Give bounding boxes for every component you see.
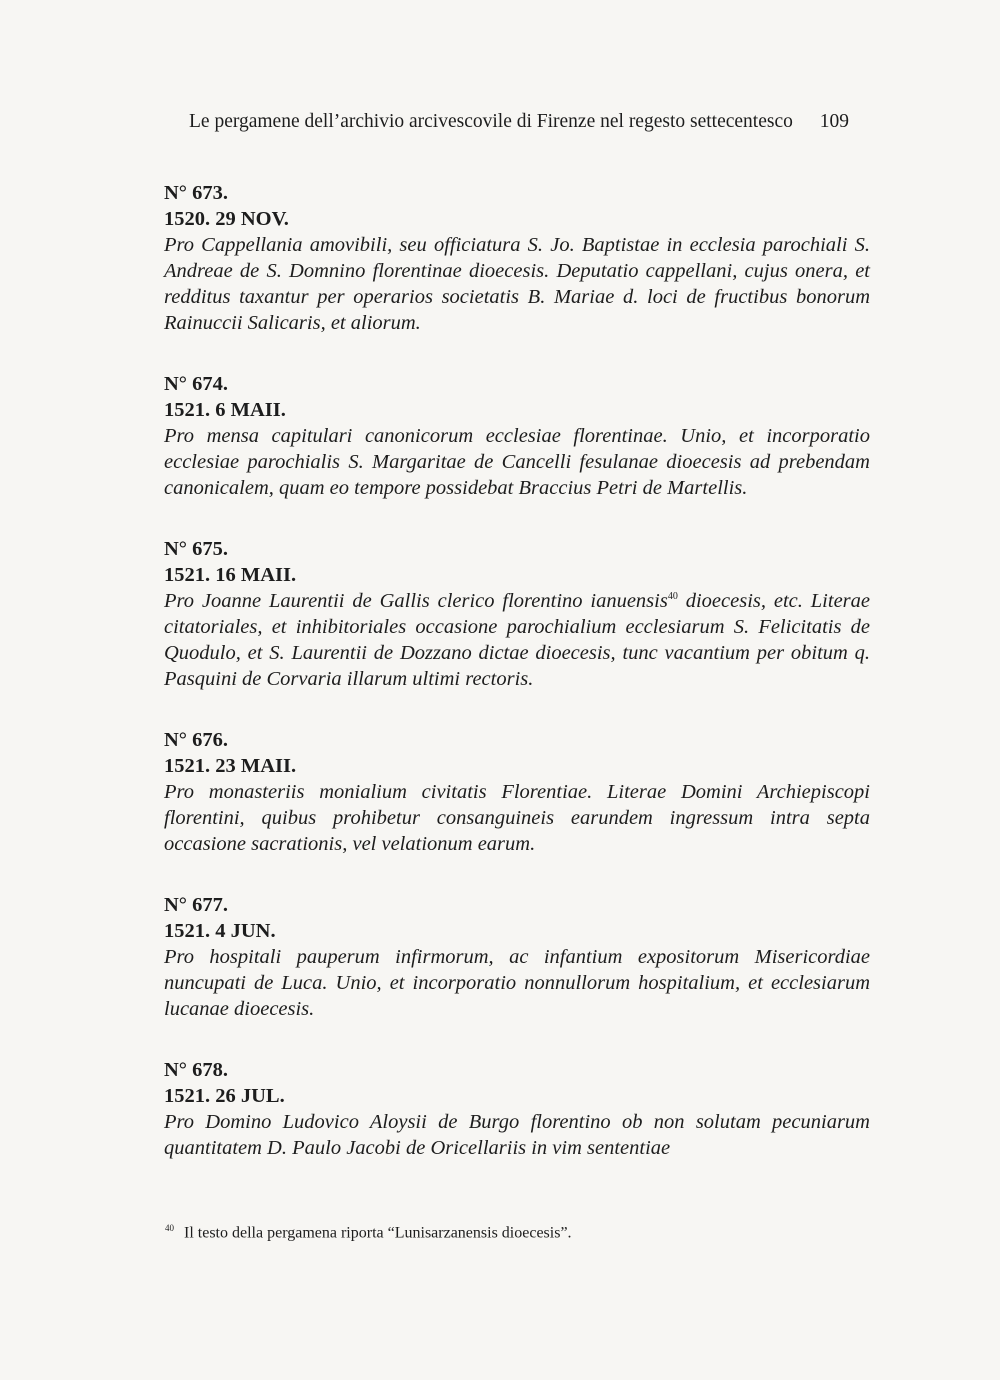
entry-date: 1520. 29 NOV. (164, 208, 289, 230)
entry-number: N° 675. (164, 538, 229, 560)
entry-number: N° 676. (164, 729, 229, 751)
entry-date: 1521. 16 MAII. (164, 564, 297, 586)
entry-number: N° 674. (164, 373, 229, 395)
entry-number: N° 677. (164, 894, 229, 916)
footnote-reference[interactable]: 40 (667, 591, 678, 603)
entry-text-part: Pro Joanne Laurentii de Gallis clerico florentino ianuensis (164, 590, 668, 612)
entry-date: 1521. 23 MAII. (164, 755, 297, 777)
entry-date: 1521. 6 MAII. (164, 399, 286, 421)
entries-list (164, 180, 870, 1196)
entry-date: 1521. 4 JUN. (164, 920, 276, 942)
entry-text: Pro Cappellania amovibili, seu officiatura S. Jo. Baptistae in ecclesia parochiali S. Andreae de S. Domnino florentinae dioecesis. Deputatio cappellani, cujus onera, et redditus taxantur per operarios societatis B. Mariae d. loci de fructibus bonorum Rainuccii Salicaris, et aliorum. (164, 234, 870, 334)
entry-678 (164, 1057, 870, 1161)
entry-text (164, 588, 870, 692)
entry-number: N° 673. (164, 182, 229, 204)
entry-number: N° 678. (164, 1059, 229, 1081)
footnote-text: Il testo della pergamena riporta “Lunisarzanensis dioecesis”. (184, 1224, 572, 1242)
entry-text: Pro hospitali pauperum infirmorum, ac infantium expositorum Misericordiae nuncupati de Luca. Unio, et incorporatio nonnullorum hospitalium, et ecclesiarum lucanae dioecesis. (164, 946, 870, 1020)
entry-text: Pro Domino Ludovico Aloysii de Burgo florentino ob non solutam pecuniarum quantitatem D. Paulo Jacobi de Oricellariis in vim sententiae (164, 1111, 870, 1159)
entry-673 (164, 180, 870, 336)
footnote-mark: 40 (165, 1223, 174, 1233)
entry-674 (164, 371, 870, 501)
entry-text-part: dioecesis, etc. Literae citatoriales, et inhibitoriales occasione parochialium ecclesiarum S. Felicitatis de Quodulo, et S. Laurentii de Dozzano dictae dioecesis, tunc vacantium per obitum q. Pasquini de Corvaria illarum ultimi rectoris. (164, 590, 870, 690)
footnote (165, 1223, 865, 1242)
page-number: 109 (819, 111, 849, 132)
entry-676 (164, 727, 870, 857)
entry-677 (164, 892, 870, 1022)
entry-675 (164, 536, 870, 692)
entry-text: Pro monasteriis monialium civitatis Florentiae. Literae Domini Archiepiscopi florentini, quibus prohibetur consanguineis earundem ingressum intra septa occasione sacrationis, vel velationum earum. (164, 781, 870, 855)
header-title: Le pergamene dell’archivio arcivescovile di Firenze nel regesto settecentesco (189, 111, 793, 132)
running-header (189, 111, 849, 133)
entry-text: Pro mensa capitulari canonicorum ecclesiae florentinae. Unio, et incorporatio ecclesiae parochialis S. Margaritae de Cancelli fesulanae dioecesis ad prebendam canonicalem, quam eo tempore possidebat Braccius Petri de Martellis. (164, 425, 870, 499)
entry-date: 1521. 26 JUL. (164, 1085, 285, 1107)
